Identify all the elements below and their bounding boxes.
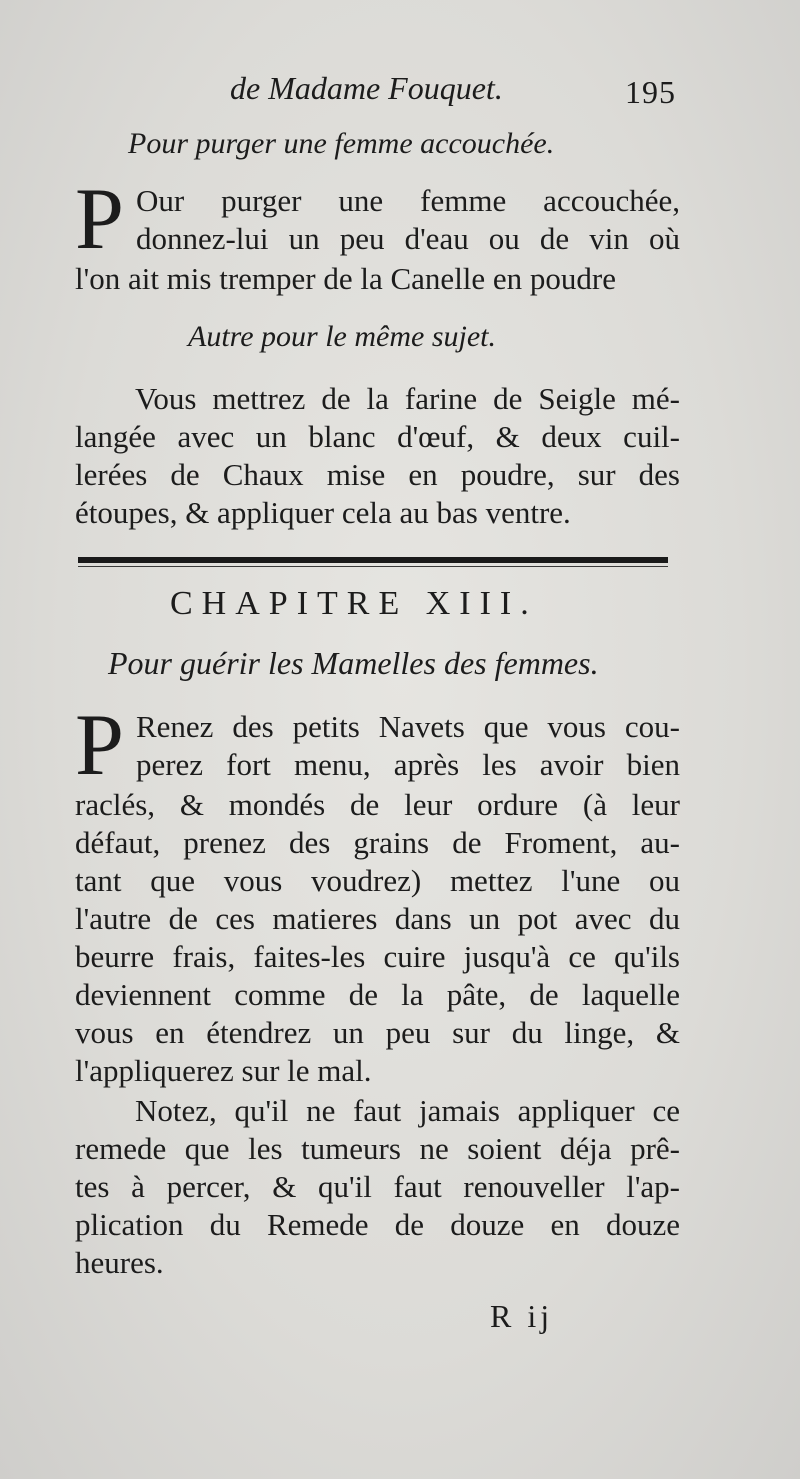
- text-line: tant que vous voudrez) mettez l'une ou: [75, 863, 680, 898]
- section-title-purger: Pour purger une femme accouchée.: [128, 127, 555, 160]
- text-line: heures.: [75, 1245, 164, 1280]
- text-line: langée avec un blanc d'œuf, & deux cuil-: [75, 419, 680, 454]
- text-line: étoupes, & appliquer cela au bas ventre.: [75, 495, 571, 530]
- text-line: deviennent comme de la pâte, de laquelle: [75, 977, 680, 1012]
- paragraph-mamelles: [75, 697, 680, 1090]
- text-line: perez fort menu, après les avoir bien: [135, 747, 680, 782]
- text-line: Notez, qu'il ne faut jamais appliquer ce: [135, 1093, 680, 1128]
- text-line: défaut, prenez des grains de Froment, au-: [75, 825, 680, 860]
- text-line: remede que les tumeurs ne soient déja prê-: [75, 1131, 680, 1166]
- chapter-rule: [78, 557, 668, 563]
- page-header: [0, 70, 800, 120]
- chapter-heading: CHAPITRE XIII.: [170, 585, 538, 622]
- paragraph-notez: [75, 1092, 680, 1282]
- text-line: lerées de Chaux mise en poudre, sur des: [75, 457, 680, 492]
- paragraph-purger: [75, 171, 680, 298]
- text-line: l'appliquerez sur le mal.: [75, 1053, 372, 1088]
- text-line: l'autre de ces matieres dans un pot avec du: [75, 901, 680, 936]
- text-line: plication du Remede de douze en douze: [75, 1207, 680, 1242]
- text-line: l'on ait mis tremper de la Canelle en poudre: [75, 261, 617, 296]
- text-line: vous en étendrez un peu sur du linge, &: [75, 1015, 680, 1050]
- paragraph-autre: [75, 380, 680, 532]
- text-line: tes à percer, & qu'il faut renouveller l'ap-: [75, 1169, 680, 1204]
- drop-cap: P: [75, 171, 124, 268]
- text-line: beurre frais, faites-les cuire jusqu'à ce qu'ils: [75, 939, 680, 974]
- text-line: Vous mettrez de la farine de Seigle mé-: [135, 381, 680, 416]
- section-title-autre: Autre pour le même sujet.: [188, 320, 496, 353]
- drop-cap: P: [75, 697, 124, 794]
- running-title: de Madame Fouquet.: [230, 70, 503, 106]
- chapter-rule-thin: [78, 566, 668, 567]
- text-line: Our purger une femme accouchée,: [135, 183, 680, 218]
- page-number: 195: [625, 74, 676, 110]
- signature-mark: R ij: [490, 1298, 554, 1334]
- text-line: donnez-lui un peu d'eau ou de vin où: [135, 221, 680, 256]
- text-line: raclés, & mondés de leur ordure (à leur: [75, 787, 680, 822]
- chapter-subtitle: Pour guérir les Mamelles des femmes.: [108, 645, 599, 681]
- text-line: Renez des petits Navets que vous cou-: [135, 709, 680, 744]
